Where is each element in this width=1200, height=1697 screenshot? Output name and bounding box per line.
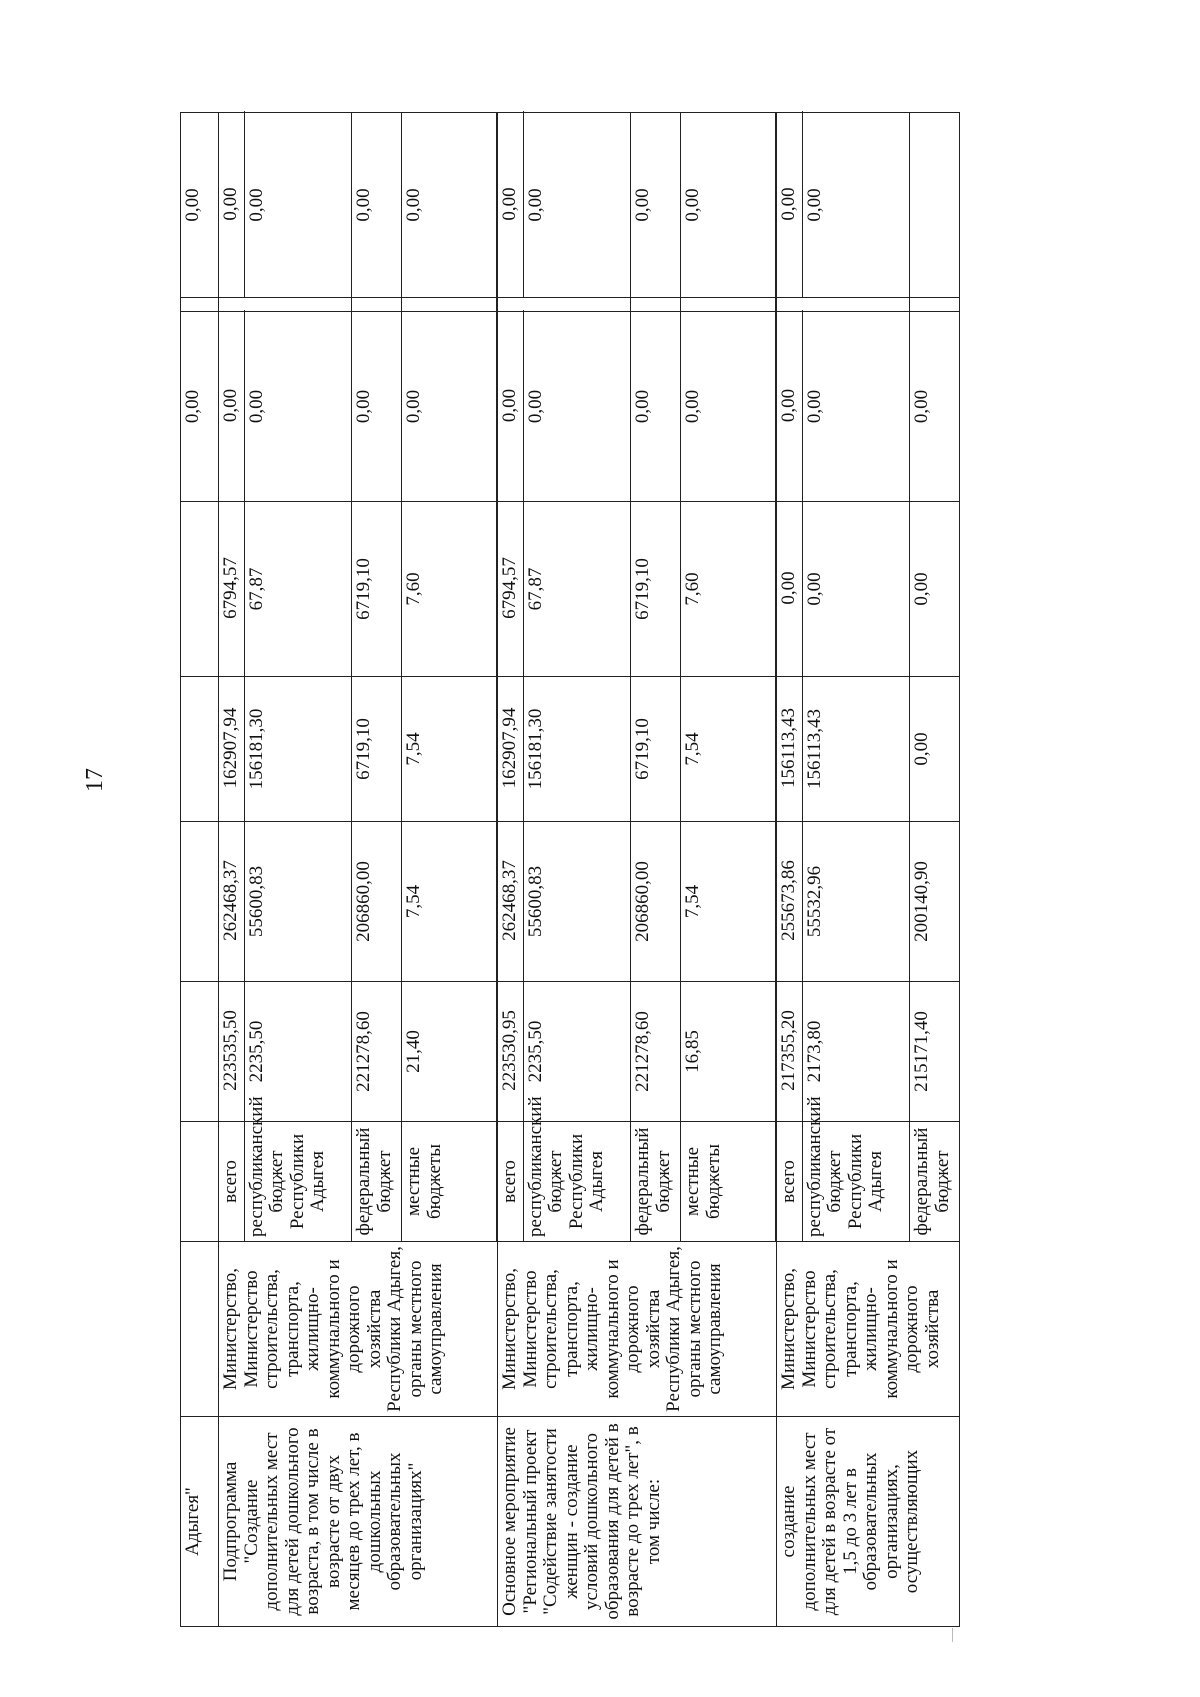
source-label: республиканский бюджет Республики Адыгея [524,1096,608,1237]
value-label: 156113,43 [779,675,803,821]
value-cell: 7,54 [681,677,776,822]
value-label: 0,00 [803,188,825,222]
value-label: 2235,50 [524,1020,546,1083]
source-cell [219,1096,352,1242]
program-name-cell: Подпрограмма "Создание дополнительных мест для детей дошкольного возраста, в том числе в возрасте от двух месяцев до трех лет, в дошкольных образовательных организациях" [219,1417,498,1627]
value-label: 0,00 [500,310,524,501]
value-label: 0,00 [779,310,803,501]
executor-cell: Министерство, Министерство строительства, транспорта, жилищно-коммунального и дорожного хозяйства Республики Адыгея, органы местного самоуправления [219,1242,498,1417]
value-cell: 0,00 [181,113,219,298]
value-label: 162907,94 [221,675,245,821]
value-cell: 21,40 [402,982,497,1122]
value-cell: 0,00 [910,312,960,502]
value-label: 0,00 [803,572,825,606]
value-label: 0,00 [803,389,825,424]
value-cell: 0,00 [910,502,960,677]
value-cell [498,677,631,822]
value-cell [910,113,960,298]
value-label: 255673,86 [779,820,803,981]
table-row [498,113,631,1627]
value-cell: 0,00 [181,312,219,502]
source-cell: местные бюджеты [402,1122,497,1242]
program-name-cell: Основное мероприятие "Региональный проект "Содействие занятости женщин - создание условий дошкольного образования для детей в возрасте до трех лет", в том числе: [498,1417,777,1627]
value-cell [777,982,910,1122]
value-label: 162907,94 [500,675,524,821]
value-label: 0,00 [779,111,803,297]
value-cell [777,113,910,298]
value-cell [777,822,910,982]
budget-table [180,112,960,1627]
value-label: 262468,37 [500,820,524,981]
value-cell: 6719,10 [631,677,681,822]
value-cell: 7,54 [681,822,776,982]
value-cell: 7,60 [402,502,497,677]
table-row [777,113,910,1627]
value-cell: 0,00 [631,312,681,502]
value-cell: 0,00 [681,312,776,502]
value-cell: 7,60 [681,502,776,677]
value-cell [219,822,352,982]
value-cell [498,113,631,298]
source-cell: федеральный бюджет [631,1122,681,1242]
page-number: 17 [82,768,108,792]
value-label: 156181,30 [245,708,267,790]
source-cell: федеральный бюджет [352,1122,402,1242]
source-cell [777,1096,910,1242]
program-name-cell: создание дополнительных мест для детей в возрасте от 1,5 до 3 лет в образовательных организациях, осуществляющих [777,1417,960,1627]
value-cell: 0,00 [681,113,776,298]
value-label: 67,87 [524,567,546,611]
table-row [181,113,219,1627]
value-label: 0,00 [221,111,245,297]
source-cell: федеральный бюджет [910,1122,960,1242]
value-label: 67,87 [245,567,267,611]
table-row [219,113,352,1627]
value-cell [498,822,631,982]
value-label: 55532,96 [803,865,825,938]
value-label: 223535,50 [221,980,245,1121]
value-cell: 16,85 [681,982,776,1122]
source-cell [498,1096,631,1242]
value-label: 6794,57 [221,500,245,676]
value-cell: 0,00 [910,677,960,822]
value-label: 0,00 [245,389,267,424]
value-cell [219,113,352,298]
program-name-cell: Адыгея" [181,1417,219,1627]
value-label: 0,00 [524,188,546,222]
source-label: всего [500,1122,524,1241]
source-label: республиканский бюджет Республики Адыгея [803,1096,887,1237]
value-cell: 215171,40 [910,982,960,1122]
value-cell: 0,00 [402,312,497,502]
value-label: 6794,57 [500,500,524,676]
source-label: республиканский бюджет Республики Адыгея [245,1096,329,1237]
source-label: всего [779,1122,803,1241]
value-cell: 6719,10 [352,677,402,822]
value-cell [219,502,352,677]
value-label: 0,00 [221,310,245,501]
value-cell [777,502,910,677]
value-cell [498,312,631,502]
value-cell: 221278,60 [631,982,681,1122]
value-label: 0,00 [779,500,803,676]
executor-cell: Министерство, Министерство строительства, транспорта, жилищно-коммунального и дорожного хозяйства [777,1242,960,1417]
value-label: 0,00 [500,111,524,297]
source-cell: местные бюджеты [681,1122,776,1242]
value-cell [498,502,631,677]
value-cell: 7,54 [402,822,497,982]
value-label: 156113,43 [803,708,825,790]
value-label: 217355,20 [779,980,803,1121]
executor-cell: Министерство, Министерство строительства, транспорта, жилищно-коммунального и дорожного хозяйства Республики Адыгея, органы местного самоуправления [498,1242,777,1417]
value-label: 0,00 [524,389,546,424]
scan-mark [952,1628,961,1642]
value-cell [219,312,352,502]
value-cell: 206860,00 [352,822,402,982]
value-cell: 0,00 [402,113,497,298]
value-cell: 6719,10 [352,502,402,677]
value-cell: 221278,60 [352,982,402,1122]
value-cell: 0,00 [352,113,402,298]
value-label: 2235,50 [245,1020,267,1083]
value-label: 223530,95 [500,980,524,1121]
value-label: 262468,37 [221,820,245,981]
value-cell [219,982,352,1122]
value-label: 55600,83 [524,865,546,938]
budget-table-sheet [180,113,1070,1627]
value-cell [777,312,910,502]
value-label: 2173,80 [803,1020,825,1083]
value-label: 55600,83 [245,865,267,938]
value-label: 0,00 [245,188,267,222]
value-cell: 0,00 [352,312,402,502]
value-cell: 7,54 [402,677,497,822]
value-cell: 6719,10 [631,502,681,677]
value-cell: 206860,00 [631,822,681,982]
value-cell: 0,00 [631,113,681,298]
value-cell [498,982,631,1122]
source-label: всего [221,1122,245,1241]
value-cell [219,677,352,822]
value-cell: 200140,90 [910,822,960,982]
value-cell [777,677,910,822]
value-label: 156181,30 [524,708,546,790]
